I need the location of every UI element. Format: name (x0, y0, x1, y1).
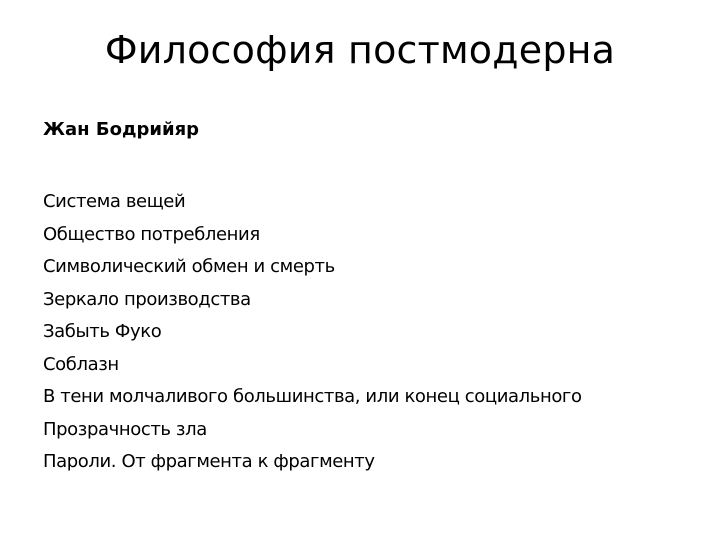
works-list-item: В тени молчаливого большинства, или конец социального (43, 386, 582, 407)
works-list-item: Пароли. От фрагмента к фрагменту (43, 451, 375, 472)
slide-content (43, 114, 703, 479)
spacer (43, 146, 703, 186)
works-list-item: Прозрачность зла (43, 418, 207, 440)
works-list-item: Зеркало производства (43, 288, 251, 310)
works-list-item: Символический обмен и смерть (43, 256, 335, 277)
slide-title: Философия постмодерна (104, 28, 616, 72)
works-list-item: Забыть Фуко (43, 321, 162, 342)
works-list-item: Соблазн (43, 353, 119, 375)
works-list (43, 186, 703, 479)
author-name: Жан Бодрийяр (43, 119, 200, 140)
works-list-item: Система вещей (43, 191, 186, 212)
works-list-item: Общество потребления (43, 223, 260, 245)
